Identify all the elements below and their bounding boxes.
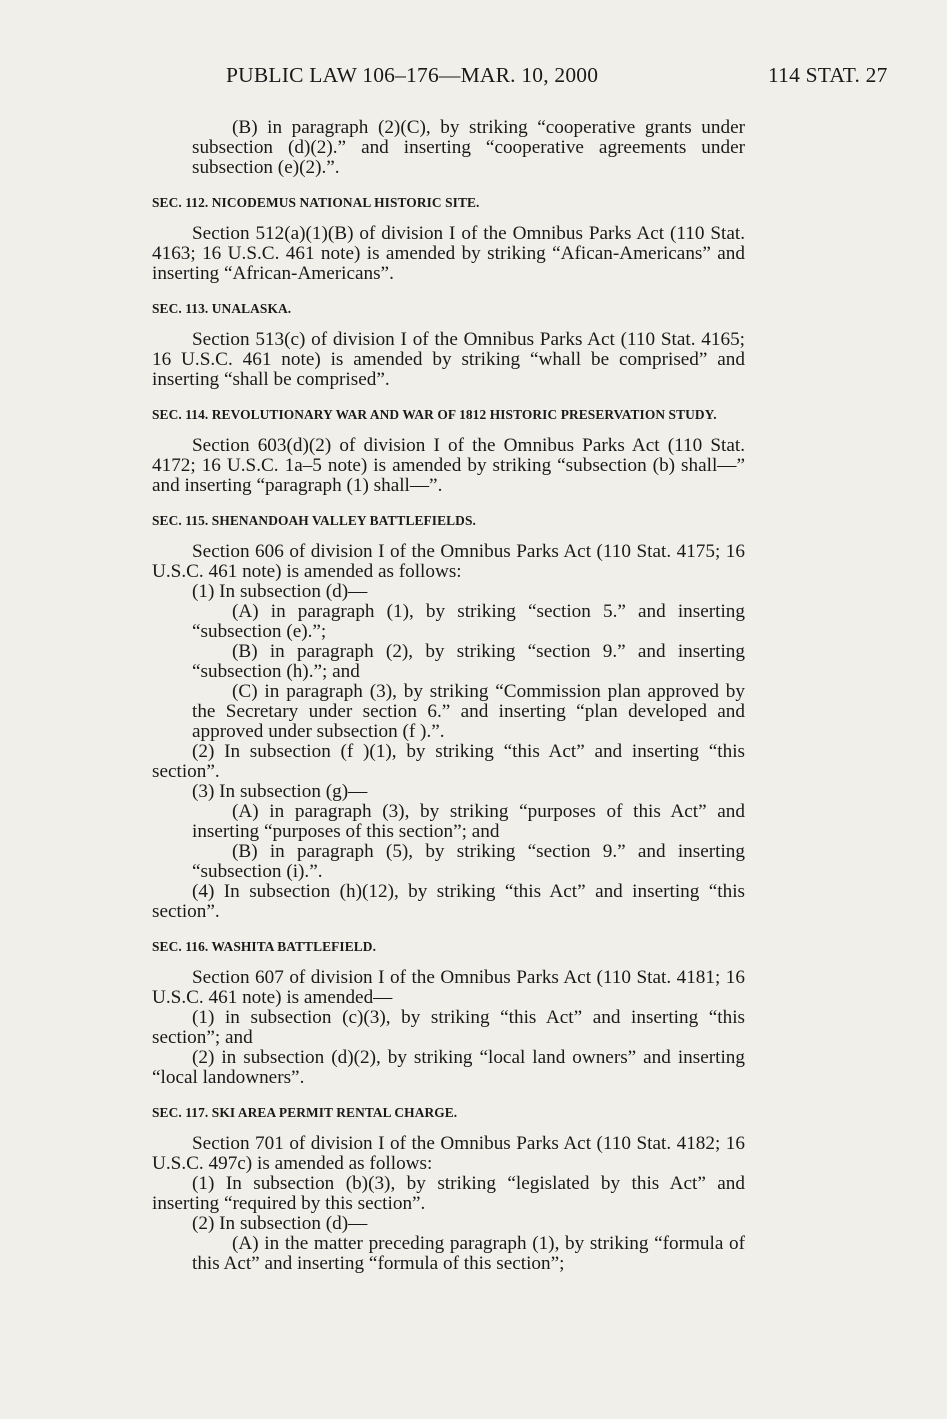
page-citation: 114 STAT. 27 — [768, 63, 888, 87]
section-heading-117: SEC. 117. SKI AREA PERMIT RENTAL CHARGE. — [152, 1105, 458, 1120]
section-heading-114: SEC. 114. REVOLUTIONARY WAR AND WAR OF 1812 HISTORIC PRESERVATION STUDY. — [152, 407, 717, 422]
section-115-item-3a: (A) in paragraph (3), by striking “purposes of this Act” and inserting “purposes of this section”; and — [192, 801, 745, 842]
section-117-item-1: (1) In subsection (b)(3), by striking “legislated by this Act” and inserting “required by this section”. — [152, 1173, 745, 1214]
page-header — [0, 63, 947, 93]
section-115-item-3b: (B) in paragraph (5), by striking “section 9.” and inserting “subsection (i).”. — [192, 841, 745, 882]
section-116-item-2: (2) in subsection (d)(2), by striking “local land owners” and inserting “local landowners”. — [152, 1047, 745, 1088]
document-body — [152, 118, 745, 1274]
section-heading-116: SEC. 116. WASHITA BATTLEFIELD. — [152, 939, 377, 954]
section-heading-113: SEC. 113. UNALASKA. — [152, 301, 292, 316]
section-115-text: Section 606 of division I of the Omnibus Parks Act (110 Stat. 4175; 16 U.S.C. 461 note) is amended as follows: — [152, 541, 745, 582]
section-heading-112: SEC. 112. NICODEMUS NATIONAL HISTORIC SITE. — [152, 195, 480, 210]
paragraph-111-b: (B) in paragraph (2)(C), by striking “cooperative grants under subsection (d)(2).” and inserting “cooperative agreements under subsection (e)(2).”. — [192, 117, 745, 178]
section-112-text: Section 512(a)(1)(B) of division I of the Omnibus Parks Act (110 Stat. 4163; 16 U.S.C. 461 note) is amended by striking “Afican-Americans” and inserting “African-Americans”. — [152, 223, 745, 284]
section-116-text: Section 607 of division I of the Omnibus Parks Act (110 Stat. 4181; 16 U.S.C. 461 note) is amended— — [152, 967, 745, 1008]
section-115-item-1c: (C) in paragraph (3), by striking “Commission plan approved by the Secretary under section 6.” and inserting “plan developed and approved under subsection (f ).”. — [192, 681, 745, 742]
section-115-item-3: (3) In subsection (g)— — [192, 781, 368, 802]
section-heading-115: SEC. 115. SHENANDOAH VALLEY BATTLEFIELDS. — [152, 513, 476, 528]
section-115-item-1b: (B) in paragraph (2), by striking “section 9.” and inserting “subsection (h).”; and — [192, 641, 745, 682]
section-116-item-1: (1) in subsection (c)(3), by striking “this Act” and inserting “this section”; and — [152, 1007, 745, 1048]
section-115-item-1: (1) In subsection (d)— — [192, 581, 368, 602]
section-117-text: Section 701 of division I of the Omnibus Parks Act (110 Stat. 4182; 16 U.S.C. 497c) is amended as follows: — [152, 1133, 745, 1174]
section-115-item-2: (2) In subsection (f )(1), by striking “this Act” and inserting “this section”. — [152, 741, 745, 782]
section-117-item-2: (2) In subsection (d)— — [192, 1213, 368, 1234]
section-113-text: Section 513(c) of division I of the Omnibus Parks Act (110 Stat. 4165; 16 U.S.C. 461 note) is amended by striking “whall be comprised” and inserting “shall be comprised”. — [152, 329, 745, 390]
section-115-item-1a: (A) in paragraph (1), by striking “section 5.” and inserting “subsection (e).”; — [192, 601, 745, 642]
section-114-text: Section 603(d)(2) of division I of the Omnibus Parks Act (110 Stat. 4172; 16 U.S.C. 1a–5 note) is amended by striking “subsection (b) shall—” and inserting “paragraph (1) shall—”. — [152, 435, 745, 496]
running-head: PUBLIC LAW 106–176—MAR. 10, 2000 — [226, 63, 599, 87]
section-115-item-4: (4) In subsection (h)(12), by striking “this Act” and inserting “this section”. — [152, 881, 745, 922]
section-117-item-2a: (A) in the matter preceding paragraph (1), by striking “formula of this Act” and inserting “formula of this section”; — [192, 1233, 745, 1274]
